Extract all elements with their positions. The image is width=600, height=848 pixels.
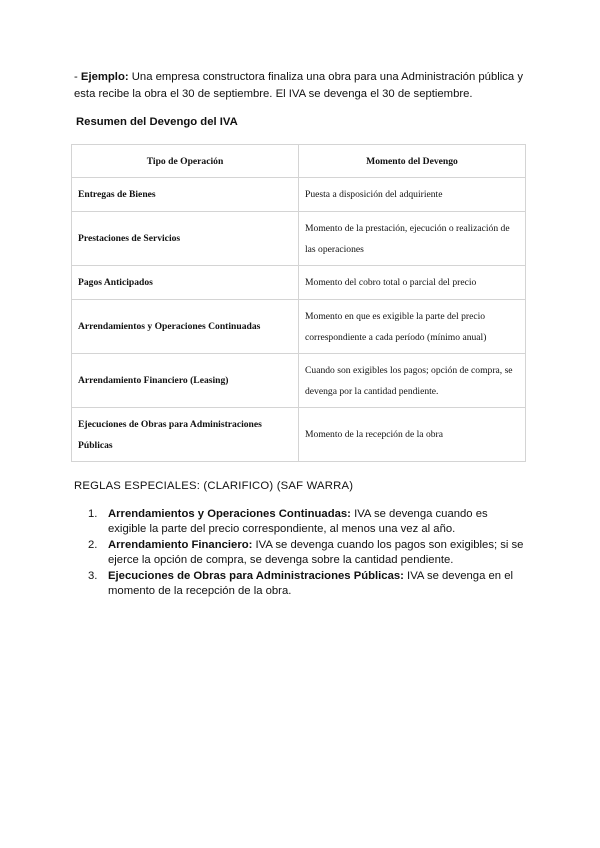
example-prefix: - [74, 71, 81, 83]
operation-cell: Ejecuciones de Obras para Administraciones Públicas [72, 408, 299, 462]
operation-cell: Arrendamiento Financiero (Leasing) [72, 354, 299, 408]
example-paragraph [74, 69, 534, 103]
list-number: 1. [88, 508, 98, 520]
table-header-row [72, 145, 526, 178]
header-accrual-moment: Momento del Devengo [299, 145, 526, 178]
rule-label: Arrendamiento Financiero: [108, 539, 253, 551]
list-item [88, 569, 528, 599]
example-text: Una empresa constructora finaliza una obra para una Administración pública y esta recibe la obra el 30 de septiembre. El IVA se devenga el 30 de septiembre. [74, 71, 523, 100]
table-row [72, 300, 526, 354]
rule-text: IVA se devenga cuando los pagos son exigibles; si se ejerce la opción de compra, se devenga sobre la cantidad pendiente. [108, 539, 524, 566]
moment-cell: Momento de la recepción de la obra [299, 408, 526, 462]
list-item [88, 538, 528, 568]
moment-cell: Momento en que es exigible la parte del precio correspondiente a cada período (mínimo anual) [299, 300, 526, 354]
table-row [72, 354, 526, 408]
special-rules-list [88, 507, 528, 600]
list-number: 3. [88, 570, 98, 582]
list-number: 2. [88, 539, 98, 551]
example-label: Ejemplo: [80, 71, 129, 83]
special-rules-title: REGLAS ESPECIALES: (CLARIFICO) (SAF WARRA) [74, 480, 354, 492]
summary-title: Resumen del Devengo del IVA [76, 116, 238, 128]
rule-label: Ejecuciones de Obras para Administraciones Públicas: [108, 570, 404, 582]
operation-cell: Prestaciones de Servicios [72, 212, 299, 266]
rule-text: IVA se devenga cuando es exigible la parte del precio correspondiente, al menos una vez al año. [108, 508, 488, 535]
operation-cell: Pagos Anticipados [72, 266, 299, 300]
header-operation-type: Tipo de Operación [72, 145, 299, 178]
moment-cell: Momento de la prestación, ejecución o realización de las operaciones [299, 212, 526, 266]
table-row [72, 178, 526, 212]
table-row [72, 212, 526, 266]
moment-cell: Momento del cobro total o parcial del precio [299, 266, 526, 300]
list-item [88, 507, 528, 537]
table-row [72, 266, 526, 300]
devengo-table [71, 144, 526, 462]
rule-text: IVA se devenga en el momento de la recepción de la obra. [108, 570, 513, 597]
table-row [72, 408, 526, 462]
operation-cell: Arrendamientos y Operaciones Continuadas [72, 300, 299, 354]
operation-cell: Entregas de Bienes [72, 178, 299, 212]
rule-label: Arrendamientos y Operaciones Continuadas: [108, 508, 351, 520]
moment-cell: Cuando son exigibles los pagos; opción de compra, se devenga por la cantidad pendiente. [299, 354, 526, 408]
moment-cell: Puesta a disposición del adquiriente [299, 178, 526, 212]
